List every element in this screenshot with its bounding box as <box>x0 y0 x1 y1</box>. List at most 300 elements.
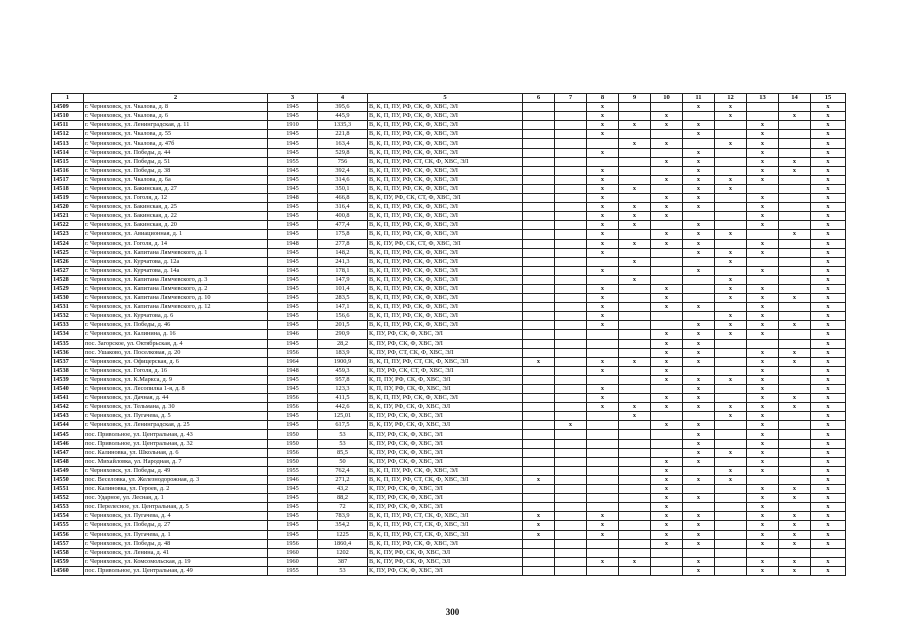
check-mark: x <box>811 121 846 130</box>
check-mark: x <box>587 284 619 293</box>
check-mark: x <box>747 194 779 203</box>
check-mark: x <box>619 403 651 412</box>
empty-cell <box>523 175 555 184</box>
check-mark: x <box>683 266 715 275</box>
column-header: 1 <box>52 94 84 103</box>
build-year: 1945 <box>268 203 318 212</box>
empty-cell <box>555 148 587 157</box>
address: г. Черняховск, ул. Курчатова, д. 14а <box>84 266 268 275</box>
table-row <box>52 121 846 130</box>
record-id: 14535 <box>52 339 84 348</box>
empty-cell <box>587 503 619 512</box>
empty-cell <box>779 184 811 193</box>
systems-list: В, К, П, ПУ, РФ, СК, Ф, ХВС, ЭЛ <box>368 266 523 275</box>
check-mark: x <box>651 521 683 530</box>
table-row <box>52 184 846 193</box>
empty-cell <box>523 485 555 494</box>
check-mark: x <box>651 175 683 184</box>
check-mark: x <box>779 494 811 503</box>
record-id: 14532 <box>52 312 84 321</box>
area-value: 163,4 <box>318 139 368 148</box>
empty-cell <box>587 421 619 430</box>
check-mark: x <box>747 466 779 475</box>
empty-cell <box>587 412 619 421</box>
empty-cell <box>779 412 811 421</box>
empty-cell <box>619 248 651 257</box>
check-mark: x <box>683 184 715 193</box>
check-mark: x <box>683 103 715 112</box>
empty-cell <box>747 112 779 121</box>
check-mark: x <box>651 503 683 512</box>
empty-cell <box>555 257 587 266</box>
check-mark: x <box>683 248 715 257</box>
empty-cell <box>715 239 747 248</box>
check-mark: x <box>715 175 747 184</box>
systems-list: В, К, П, ПУ, РФ, СК, Ф, ХВС, ЭЛ <box>368 130 523 139</box>
area-value: 1335,3 <box>318 121 368 130</box>
check-mark: x <box>811 366 846 375</box>
check-mark: x <box>683 339 715 348</box>
build-year: 1945 <box>268 339 318 348</box>
empty-cell <box>555 230 587 239</box>
record-id: 14524 <box>52 239 84 248</box>
record-id: 14536 <box>52 348 84 357</box>
empty-cell <box>523 412 555 421</box>
page-number: 300 <box>445 607 460 617</box>
empty-cell <box>715 148 747 157</box>
check-mark: x <box>651 357 683 366</box>
record-id: 14553 <box>52 503 84 512</box>
check-mark: x <box>811 166 846 175</box>
check-mark: x <box>811 212 846 221</box>
check-mark: x <box>779 112 811 121</box>
check-mark: x <box>651 403 683 412</box>
check-mark: x <box>651 485 683 494</box>
check-mark: x <box>683 475 715 484</box>
empty-cell <box>587 475 619 484</box>
systems-list: В, К, П, ПУ, РФ, СК, Ф, ХВС, ЭЛ <box>368 321 523 330</box>
empty-cell <box>683 412 715 421</box>
check-mark: x <box>811 539 846 548</box>
check-mark: x <box>747 421 779 430</box>
systems-list: В, К, П, ПУ, РФ, СК, Ф, ХВС, ЭЛ <box>368 103 523 112</box>
check-mark: x <box>715 230 747 239</box>
build-year: 1945 <box>268 103 318 112</box>
check-mark: x <box>747 457 779 466</box>
area-value: 459,3 <box>318 366 368 375</box>
empty-cell <box>651 275 683 284</box>
address: г. Черняховск, ул. Чкалова, д. 47б <box>84 139 268 148</box>
check-mark: x <box>779 357 811 366</box>
check-mark: x <box>811 248 846 257</box>
empty-cell <box>715 430 747 439</box>
check-mark: x <box>747 494 779 503</box>
check-mark: x <box>811 348 846 357</box>
check-mark: x <box>811 103 846 112</box>
systems-list: В, К, П, ПУ, РФ, СК, Ф, ХВС, ЭЛ <box>368 275 523 284</box>
empty-cell <box>715 394 747 403</box>
build-year: 1945 <box>268 284 318 293</box>
empty-cell <box>555 557 587 566</box>
check-mark: x <box>747 366 779 375</box>
systems-list: В, К, П, ПУ, РФ, СК, Ф, ХВС, ЭЛ <box>368 539 523 548</box>
check-mark: x <box>587 203 619 212</box>
empty-cell <box>587 485 619 494</box>
empty-cell <box>747 475 779 484</box>
empty-cell <box>555 548 587 557</box>
empty-cell <box>555 503 587 512</box>
systems-list: В, К, П, ПУ, РФ, СК, Ф, ХВС, ЭЛ <box>368 303 523 312</box>
empty-cell <box>587 566 619 575</box>
record-id: 14556 <box>52 530 84 539</box>
systems-list: В, К, ПУ, РФ, СК, СТ, Ф, ХВС, ЭЛ <box>368 194 523 203</box>
check-mark: x <box>619 275 651 284</box>
check-mark: x <box>747 139 779 148</box>
build-year: 1945 <box>268 494 318 503</box>
record-id: 14552 <box>52 494 84 503</box>
address: г. Черняховск, ул. Тельмана, д. 30 <box>84 403 268 412</box>
table-row <box>52 212 846 221</box>
systems-list: К, ПУ, РФ, СК, Ф, ХВС, ЭЛ <box>368 457 523 466</box>
empty-cell <box>651 257 683 266</box>
record-id: 14542 <box>52 403 84 412</box>
empty-cell <box>523 112 555 121</box>
address: г. Черняховск, ул. Бакинская, д. 27 <box>84 184 268 193</box>
empty-cell <box>555 275 587 284</box>
record-id: 14557 <box>52 539 84 548</box>
check-mark: x <box>651 239 683 248</box>
column-header: 4 <box>318 94 368 103</box>
check-mark: x <box>587 221 619 230</box>
check-mark: x <box>587 103 619 112</box>
build-year: 1945 <box>268 139 318 148</box>
empty-cell <box>619 503 651 512</box>
check-mark: x <box>587 112 619 121</box>
build-year: 1945 <box>268 230 318 239</box>
area-value: 392,4 <box>318 166 368 175</box>
systems-list: К, П, ПУ, РФ, СК, Ф, ХВС, ЭЛ <box>368 385 523 394</box>
check-mark: x <box>811 566 846 575</box>
table-row <box>52 294 846 303</box>
check-mark: x <box>587 512 619 521</box>
empty-cell <box>683 139 715 148</box>
check-mark: x <box>683 194 715 203</box>
check-mark: x <box>587 148 619 157</box>
table-row <box>52 548 846 557</box>
record-id: 14547 <box>52 448 84 457</box>
area-value: 85,5 <box>318 448 368 457</box>
systems-list: В, К, П, ПУ, РФ, СК, Ф, ХВС, ЭЛ <box>368 112 523 121</box>
check-mark: x <box>651 494 683 503</box>
check-mark: x <box>747 439 779 448</box>
build-year: 1945 <box>268 375 318 384</box>
empty-cell <box>619 294 651 303</box>
check-mark: x <box>747 539 779 548</box>
check-mark: x <box>683 203 715 212</box>
build-year: 1945 <box>268 412 318 421</box>
empty-cell <box>523 494 555 503</box>
check-mark: x <box>811 403 846 412</box>
check-mark: x <box>587 121 619 130</box>
systems-list: К, ПУ, РФ, СК, Ф, ХВС, ЭЛ <box>368 412 523 421</box>
empty-cell <box>779 475 811 484</box>
table-row <box>52 503 846 512</box>
check-mark: x <box>811 512 846 521</box>
column-header: 2 <box>84 94 268 103</box>
area-value: 1202 <box>318 548 368 557</box>
check-mark: x <box>619 357 651 366</box>
empty-cell <box>555 184 587 193</box>
empty-cell <box>555 394 587 403</box>
empty-cell <box>779 248 811 257</box>
empty-cell <box>715 421 747 430</box>
empty-cell <box>715 121 747 130</box>
check-mark: x <box>651 475 683 484</box>
build-year: 1945 <box>268 112 318 121</box>
area-value: 445,9 <box>318 112 368 121</box>
empty-cell <box>619 194 651 203</box>
check-mark: x <box>651 394 683 403</box>
empty-cell <box>555 566 587 575</box>
empty-cell <box>651 312 683 321</box>
check-mark: x <box>811 239 846 248</box>
check-mark: x <box>683 166 715 175</box>
area-value: 53 <box>318 566 368 575</box>
address: пос. Калиновка, ул. Школьная, д. 6 <box>84 448 268 457</box>
empty-cell <box>651 385 683 394</box>
table-row <box>52 112 846 121</box>
area-value: 354,2 <box>318 521 368 530</box>
empty-cell <box>619 548 651 557</box>
systems-list: В, К, П, ПУ, РФ, СТ, СК, Ф, ХВС, ЭЛ <box>368 357 523 366</box>
address: пос. Привольное, ул. Центральная, д. 43 <box>84 430 268 439</box>
record-id: 14546 <box>52 439 84 448</box>
empty-cell <box>779 257 811 266</box>
empty-cell <box>715 348 747 357</box>
systems-list: В, К, П, ПУ, РФ, СК, Ф, ХВС, ЭЛ <box>368 148 523 157</box>
empty-cell <box>523 230 555 239</box>
empty-cell <box>619 385 651 394</box>
empty-cell <box>523 421 555 430</box>
check-mark: x <box>523 357 555 366</box>
empty-cell <box>523 284 555 293</box>
systems-list: В, К, П, ПУ, РФ, СК, Ф, ХВС, ЭЛ <box>368 184 523 193</box>
table-row <box>52 266 846 275</box>
check-mark: x <box>523 512 555 521</box>
address: г. Черняховск, ул. Курчатова, д. 12а <box>84 257 268 266</box>
check-mark: x <box>779 485 811 494</box>
empty-cell <box>523 330 555 339</box>
area-value: 1860,4 <box>318 539 368 548</box>
empty-cell <box>619 448 651 457</box>
empty-cell <box>779 284 811 293</box>
empty-cell <box>683 366 715 375</box>
empty-cell <box>651 266 683 275</box>
systems-list: В, К, П, ПУ, РФ, СТ, СК, Ф, ХВС, ЭЛ <box>368 157 523 166</box>
empty-cell <box>523 294 555 303</box>
empty-cell <box>619 521 651 530</box>
empty-cell <box>747 103 779 112</box>
empty-cell <box>555 284 587 293</box>
build-year: 1960 <box>268 548 318 557</box>
address: г. Черняховск, ул. Чкалова, д. 55 <box>84 130 268 139</box>
record-id: 14539 <box>52 375 84 384</box>
record-id: 14541 <box>52 394 84 403</box>
build-year: 1945 <box>268 303 318 312</box>
check-mark: x <box>747 303 779 312</box>
check-mark: x <box>747 521 779 530</box>
empty-cell <box>715 457 747 466</box>
check-mark: x <box>587 521 619 530</box>
check-mark: x <box>619 557 651 566</box>
record-id: 14558 <box>52 548 84 557</box>
record-id: 14560 <box>52 566 84 575</box>
empty-cell <box>587 157 619 166</box>
build-year: 1945 <box>268 312 318 321</box>
check-mark: x <box>747 175 779 184</box>
build-year: 1945 <box>268 294 318 303</box>
address: г. Черняховск, ул. Ленина, д. 41 <box>84 548 268 557</box>
empty-cell <box>779 312 811 321</box>
address: г. Черняховск, ул. Капитана Лямчевского, д. 1 <box>84 248 268 257</box>
column-header: 8 <box>587 94 619 103</box>
empty-cell <box>683 294 715 303</box>
empty-cell <box>779 139 811 148</box>
build-year: 1955 <box>268 466 318 475</box>
build-year: 1950 <box>268 430 318 439</box>
check-mark: x <box>651 157 683 166</box>
empty-cell <box>683 275 715 284</box>
check-mark: x <box>747 403 779 412</box>
record-id: 14523 <box>52 230 84 239</box>
table-row <box>52 203 846 212</box>
check-mark: x <box>779 230 811 239</box>
record-id: 14538 <box>52 366 84 375</box>
table-row <box>52 275 846 284</box>
table-row <box>52 412 846 421</box>
systems-list: К, ПУ, РФ, СТ, СК, Ф, ХВС, ЭЛ <box>368 348 523 357</box>
address: г. Черняховск, ул. Гоголя, д. 14 <box>84 239 268 248</box>
empty-cell <box>555 475 587 484</box>
build-year: 1948 <box>268 366 318 375</box>
area-value: 175,8 <box>318 230 368 239</box>
empty-cell <box>587 375 619 384</box>
empty-cell <box>555 212 587 221</box>
systems-list: В, К, П, ПУ, РФ, СК, Ф, ХВС, ЭЛ <box>368 466 523 475</box>
systems-list: К, ПУ, РФ, СК, Ф, ХВС, ЭЛ <box>368 503 523 512</box>
empty-cell <box>619 103 651 112</box>
record-id: 14518 <box>52 184 84 193</box>
empty-cell <box>555 530 587 539</box>
empty-cell <box>779 130 811 139</box>
build-year: 1956 <box>268 394 318 403</box>
address: г. Черняховск, ул. Авиационная, д. 1 <box>84 230 268 239</box>
empty-cell <box>779 266 811 275</box>
check-mark: x <box>747 430 779 439</box>
check-mark: x <box>747 357 779 366</box>
empty-cell <box>715 530 747 539</box>
check-mark: x <box>651 303 683 312</box>
table-row <box>52 394 846 403</box>
check-mark: x <box>683 321 715 330</box>
table-row <box>52 348 846 357</box>
area-value: 283,5 <box>318 294 368 303</box>
check-mark: x <box>651 330 683 339</box>
empty-cell <box>779 430 811 439</box>
empty-cell <box>523 157 555 166</box>
empty-cell <box>683 212 715 221</box>
check-mark: x <box>587 403 619 412</box>
check-mark: x <box>747 248 779 257</box>
table-row <box>52 321 846 330</box>
empty-cell <box>651 548 683 557</box>
empty-cell <box>555 312 587 321</box>
check-mark: x <box>747 503 779 512</box>
empty-cell <box>523 312 555 321</box>
empty-cell <box>587 430 619 439</box>
empty-cell <box>619 430 651 439</box>
address: г. Черняховск, ул. Победы, д. 51 <box>84 157 268 166</box>
record-id: 14545 <box>52 430 84 439</box>
area-value: 271,2 <box>318 475 368 484</box>
record-id: 14531 <box>52 303 84 312</box>
column-header: 13 <box>747 94 779 103</box>
empty-cell <box>523 239 555 248</box>
check-mark: x <box>523 475 555 484</box>
empty-cell <box>555 266 587 275</box>
record-id: 14555 <box>52 521 84 530</box>
empty-cell <box>747 230 779 239</box>
address: г. Черняховск, ул. Капитана Лямчевского, д. 2 <box>84 284 268 293</box>
column-header: 3 <box>268 94 318 103</box>
empty-cell <box>587 348 619 357</box>
empty-cell <box>651 566 683 575</box>
empty-cell <box>779 421 811 430</box>
check-mark: x <box>811 112 846 121</box>
check-mark: x <box>619 412 651 421</box>
systems-list: К, ПУ, РФ, СК, Ф, ХВС, ЭЛ <box>368 339 523 348</box>
empty-cell <box>555 521 587 530</box>
empty-cell <box>779 221 811 230</box>
empty-cell <box>555 339 587 348</box>
table-row <box>52 366 846 375</box>
build-year: 1910 <box>268 121 318 130</box>
empty-cell <box>779 275 811 284</box>
empty-cell <box>747 339 779 348</box>
column-header: 6 <box>523 94 555 103</box>
address: г. Черняховск, ул. Победы, д. 27 <box>84 521 268 530</box>
check-mark: x <box>715 375 747 384</box>
empty-cell <box>619 494 651 503</box>
empty-cell <box>715 548 747 557</box>
address: г. Черняховск, ул. Курчатова, д. 6 <box>84 312 268 321</box>
address: г. Черняховск, ул. Победы, д. 46 <box>84 321 268 330</box>
address: г. Черняховск, ул. Пугачева, д. 1 <box>84 530 268 539</box>
record-id: 14533 <box>52 321 84 330</box>
check-mark: x <box>587 385 619 394</box>
empty-cell <box>619 375 651 384</box>
table-row <box>52 175 846 184</box>
housing-register-table <box>51 93 846 576</box>
build-year: 1945 <box>268 503 318 512</box>
check-mark: x <box>747 557 779 566</box>
check-mark: x <box>587 194 619 203</box>
empty-cell <box>587 275 619 284</box>
check-mark: x <box>651 530 683 539</box>
check-mark: x <box>747 294 779 303</box>
empty-cell <box>619 157 651 166</box>
check-mark: x <box>587 357 619 366</box>
